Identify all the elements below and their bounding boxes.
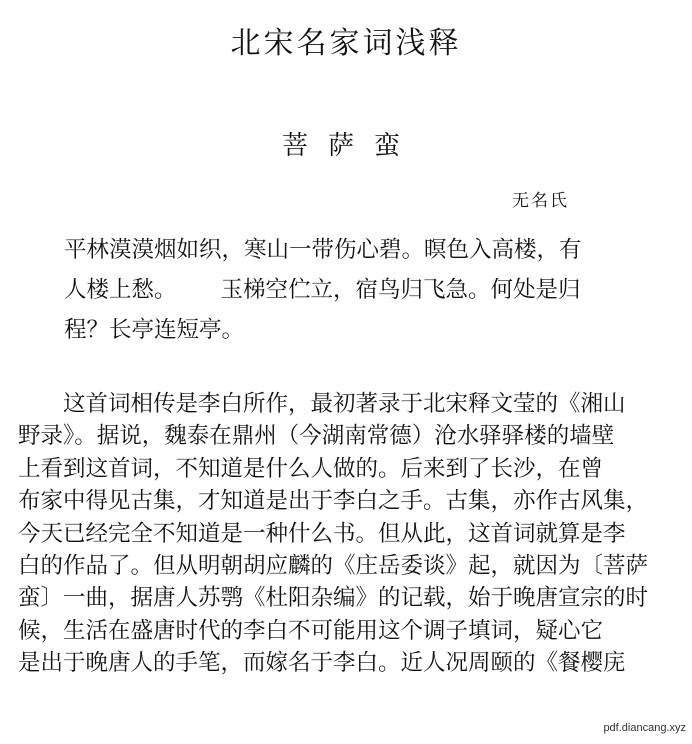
commentary-line xyxy=(18,615,680,647)
poem-line-text: 玉梯空伫立，宿鸟归飞急。何处是归 xyxy=(220,277,581,303)
poem-line xyxy=(64,310,624,350)
commentary-line-text: 这首词相传是李白所作，最初著录于北宋释文莹的《湘山 xyxy=(63,391,626,417)
commentary-line xyxy=(18,420,680,452)
commentary-line xyxy=(18,388,680,420)
commentary-line-text: 是出于晚唐人的手笔，而嫁名于李白。近人况周颐的《餐樱庑 xyxy=(18,650,626,677)
poem-title: 菩萨蛮 xyxy=(281,131,420,161)
poem-line-text: 程？长亭连短亭。 xyxy=(64,317,245,343)
commentary-line xyxy=(18,485,680,517)
commentary-line-text: 野录》。据说，魏泰在鼎州（今湖南常德）沧水驿驿楼的墙壁 xyxy=(18,423,615,450)
commentary-line xyxy=(18,647,680,679)
author-name: 无名氏 xyxy=(512,191,569,211)
commentary-line xyxy=(18,518,680,550)
commentary-line-text: 白的作品了。但从明朝胡应麟的《庄岳委谈》起，就因为〔菩萨 xyxy=(18,553,649,580)
commentary-line xyxy=(18,550,680,582)
commentary-line-text: 上看到这首词，不知道是什么人做的。后来到了长沙，在曾 xyxy=(18,455,604,482)
poem-text xyxy=(64,230,624,350)
commentary-line-text: 今天已经完全不知道是一种什么书。但从此，这首词就算是李 xyxy=(18,520,626,547)
poem-line xyxy=(64,230,624,270)
book-title: 北宋名家词浅释 xyxy=(230,26,462,61)
commentary-line-text: 蛮〕一曲，据唐人苏鹗《杜阳杂编》的记载，始于晚唐宣宗的时 xyxy=(18,585,649,612)
commentary-line xyxy=(18,582,680,614)
commentary-line xyxy=(18,453,680,485)
commentary-paragraph xyxy=(18,388,680,680)
poem-line xyxy=(64,270,624,310)
commentary-line-text: 候，生活在盛唐时代的李白不可能用这个调子填词，疑心它 xyxy=(18,617,604,644)
poem-line-text: 人楼上愁。 xyxy=(64,277,177,303)
watermark-text: pdf.diancang.xyz xyxy=(603,722,686,734)
commentary-line-text: 布家中得见古集，才知道是出于李白之手。古集，亦作古风集， xyxy=(18,488,649,515)
poem-line-text: 平林漠漠烟如织，寒山一带伤心碧。暝色入高楼，有 xyxy=(64,237,582,263)
